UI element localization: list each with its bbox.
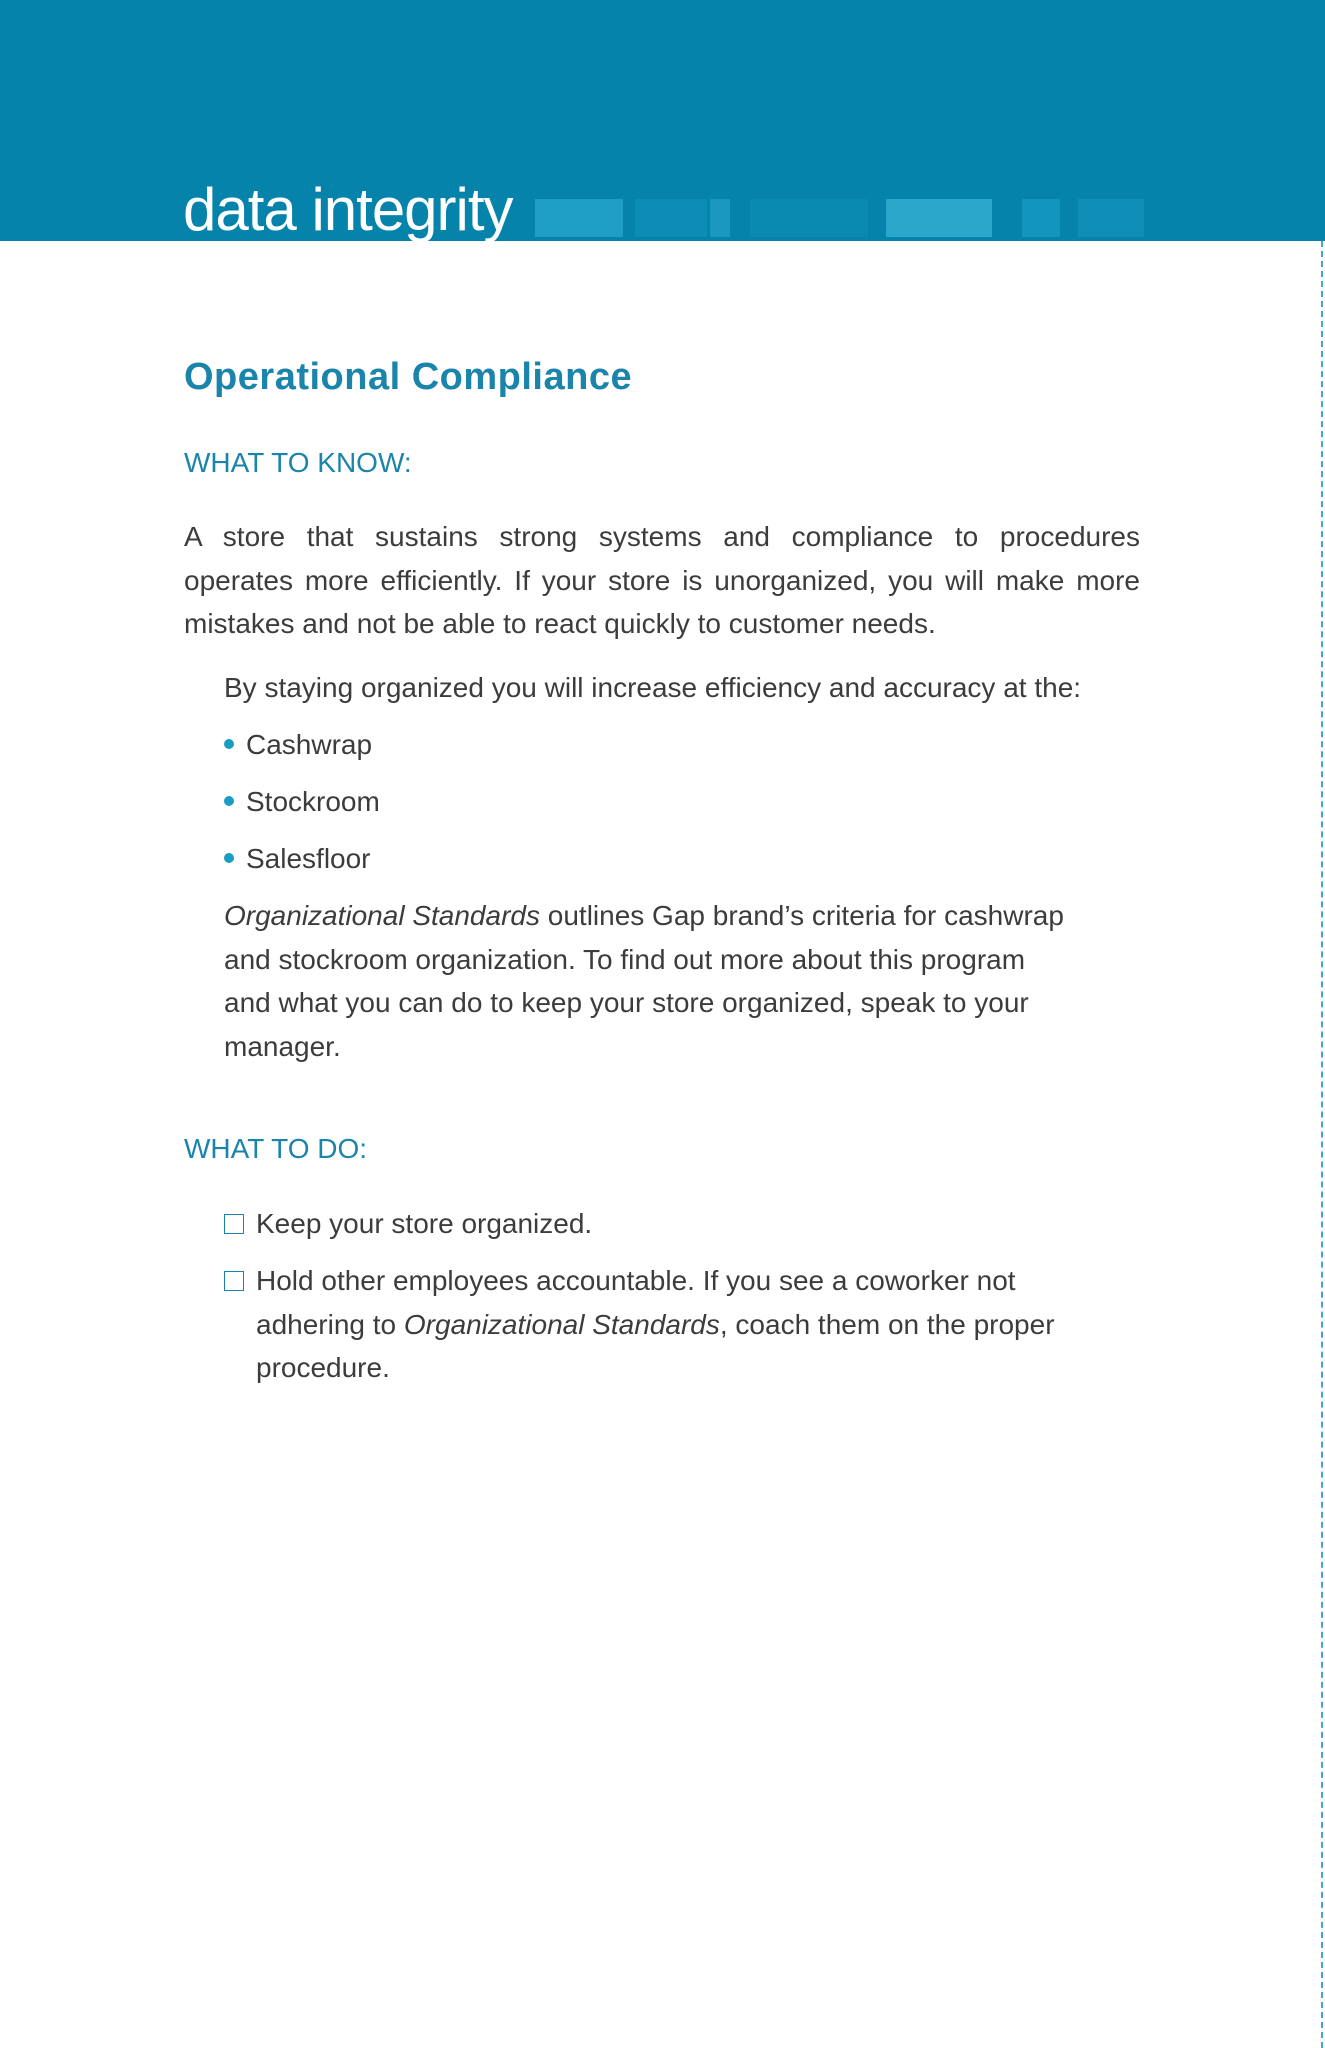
- checklist-item-text: [256, 1259, 1055, 1390]
- what-to-know-label: WHAT TO KNOW:: [184, 447, 412, 478]
- bullet-icon: [224, 796, 234, 806]
- header-accent-block: [886, 199, 992, 237]
- bullet-icon: [224, 739, 234, 749]
- header-accent-block: [750, 199, 868, 237]
- standards-line-text: outlines Gap brand’s criteria for cashwrap: [539, 900, 1064, 931]
- standards-paragraph: [224, 894, 1144, 1068]
- checkbox-icon[interactable]: [224, 1214, 244, 1234]
- list-item: [224, 723, 372, 767]
- checklist-item-text: Keep your store organized.: [256, 1208, 593, 1239]
- intro-line: A store that sustains strong systems and compliance to procedures: [184, 521, 1140, 552]
- checklist-line-text: , coach them on the proper: [719, 1308, 1055, 1340]
- checkbox-icon[interactable]: [224, 1271, 244, 1291]
- list-item-label: Cashwrap: [246, 729, 373, 760]
- header-accent-block: [535, 199, 623, 237]
- list-item: [224, 837, 371, 881]
- checklist-line: [256, 1303, 1055, 1347]
- header-accent-block: [635, 199, 707, 237]
- checklist-line-text: adhering to: [256, 1308, 404, 1340]
- intro-line: mistakes and not be able to react quickly to customer needs.: [184, 608, 936, 639]
- section-heading: Operational Compliance: [184, 356, 633, 398]
- what-to-do-label: WHAT TO DO:: [184, 1133, 368, 1164]
- header-accent-block: [1022, 199, 1060, 237]
- standards-title: Organizational Standards: [403, 1308, 720, 1340]
- list-item-label: Stockroom: [246, 786, 380, 817]
- standards-line: [224, 894, 1144, 938]
- header-accent-block: [710, 199, 730, 237]
- list-item-label: Salesfloor: [246, 843, 371, 874]
- standards-title: Organizational Standards: [224, 900, 540, 931]
- standards-line: and what you can do to keep your store organized, speak to your: [224, 987, 1029, 1018]
- page-title: data integrity: [183, 176, 513, 243]
- list-item: [224, 780, 380, 824]
- header-accent-block: [1078, 199, 1144, 237]
- standards-line: and stockroom organization. To find out more about this program: [224, 943, 1026, 975]
- checklist-line: procedure.: [256, 1352, 390, 1383]
- intro-line: operates more efficiently. If your store is unorganized, you will make more: [184, 564, 1140, 596]
- page-edge-dashed-border: [1321, 241, 1323, 2048]
- checklist-line: Hold other employees accountable. If you see a coworker not: [256, 1265, 1016, 1296]
- standards-line: manager.: [224, 1030, 341, 1062]
- lead-in-text: By staying organized you will increase efficiency and accuracy at the:: [224, 672, 1082, 703]
- bullet-icon: [224, 853, 234, 863]
- header-band: [0, 0, 1325, 241]
- intro-paragraph: [184, 515, 1140, 646]
